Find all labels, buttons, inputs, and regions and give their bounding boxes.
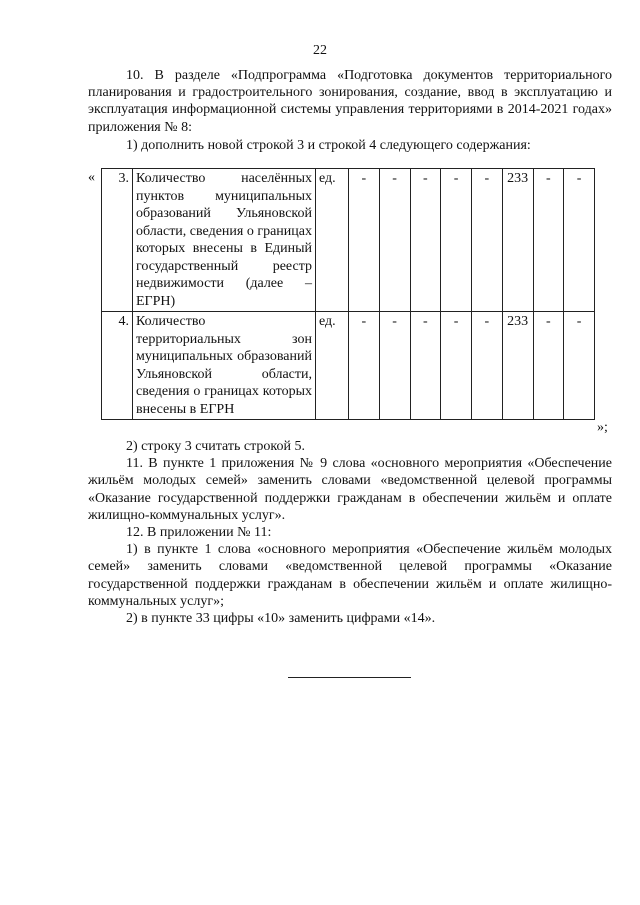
row-name: Количество территориальных зон муниципальных образований Ульяновской области, сведения о границах которых внесены в ЕГРН xyxy=(133,312,316,420)
table-row xyxy=(102,169,595,312)
paragraph-item-11: 11. В пункте 1 приложения № 9 слова «основного мероприятия «Обеспечение жильём молодых семей» заменить словами «ведомственной целевой программы «Оказание государственной поддержки гражданам в обеспечении жильём и оплате жилищно-коммунальных услуг». xyxy=(88,456,612,523)
amendment-table xyxy=(101,168,595,420)
table-cell: - xyxy=(410,312,441,420)
row-number: 4. xyxy=(102,312,133,420)
closing-rule xyxy=(288,677,411,678)
paragraph-item-12: 12. В приложении № 11: xyxy=(126,525,272,541)
table-cell: - xyxy=(533,312,564,420)
table-cell: - xyxy=(349,169,380,312)
paragraph-item-12-1: 1) в пункте 1 слова «основного мероприятия «Обеспечение жильём молодых семей» заменить словами «ведомственной целевой программы «Оказание государственной поддержки гражданам в обеспечении жильём и оплате жилищно-коммунальных услуг»; xyxy=(88,542,612,609)
table-cell: - xyxy=(472,312,503,420)
paragraph-item-10: 10. В разделе «Подпрограмма «Подготовка документов территориального планирования и градостроительного зонирования, создание, ввод в эксплуатацию и эксплуатация информационной системы управления территориями в 2014-2021 годах» приложения № 8: xyxy=(88,68,612,135)
row-name: Количество населённых пунктов муниципальных образований Ульяновской области, сведения о границах которых внесены в Единый государственный реестр недвижимости (далее – ЕГРН) xyxy=(133,169,316,312)
row-unit: ед. xyxy=(316,169,349,312)
row-number: 3. xyxy=(102,169,133,312)
table-quote-open: « xyxy=(88,170,95,185)
table-quote-close: »; xyxy=(597,420,608,435)
paragraph-item-10-1: 1) дополнить новой строкой 3 и строкой 4 следующего содержания: xyxy=(126,138,531,153)
table-cell: - xyxy=(533,169,564,312)
table-cell: - xyxy=(564,169,595,312)
table-cell-value: 233 xyxy=(502,312,533,420)
table-cell: - xyxy=(472,169,503,312)
table-cell: - xyxy=(349,312,380,420)
row-unit: ед. xyxy=(316,312,349,420)
table-row xyxy=(102,312,595,420)
body-text xyxy=(88,438,612,627)
table-cell: - xyxy=(379,169,410,312)
paragraph-item-12-2: 2) в пункте 33 цифры «10» заменить цифрами «14». xyxy=(126,611,436,627)
paragraph-item-10-2: 2) строку 3 считать строкой 5. xyxy=(126,439,305,454)
table-cell: - xyxy=(410,169,441,312)
table-cell-value: 233 xyxy=(502,169,533,312)
table-cell: - xyxy=(564,312,595,420)
table-cell: - xyxy=(379,312,410,420)
table-cell: - xyxy=(441,312,472,420)
page-number: 22 xyxy=(313,43,327,58)
table-cell: - xyxy=(441,169,472,312)
